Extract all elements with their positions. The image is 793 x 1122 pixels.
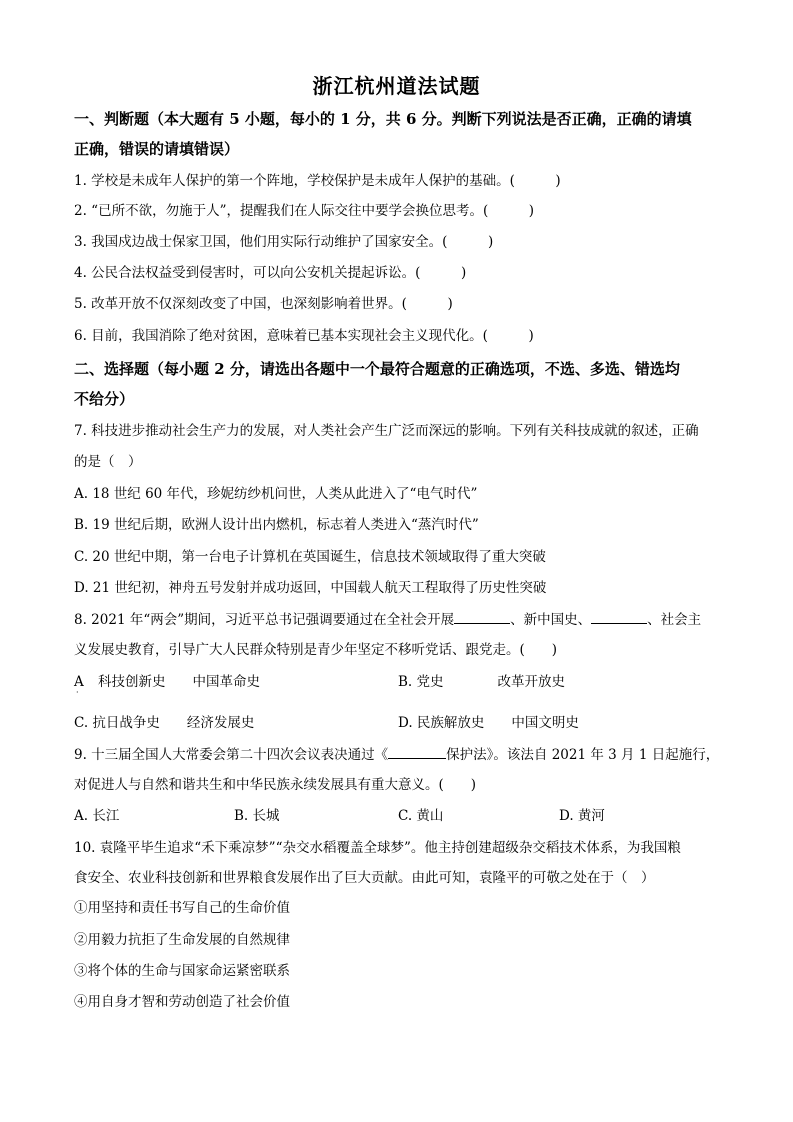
q8-stem-line1 <box>74 609 701 630</box>
section-2-heading-line2: 不给分） <box>74 390 135 408</box>
q8-stem-line2: 义发展史教育，引导广大人民群众特别是青少年坚定不移听党话、跟党走。( ) <box>74 642 558 658</box>
q7-option-d: D. 21 世纪初，神舟五号发射并成功返回，中国载人航天工程取得了历史性突破 <box>74 580 547 596</box>
judgement-item-6: 6. 目前，我国消除了绝对贫困，意味着已基本实现社会主义现代化。( ) <box>74 328 534 344</box>
q9-stem-part-a: 9. 十三届全国人大常委会第二十四次会议表决通过《 <box>74 747 389 763</box>
document-title: 浙江杭州道法试题 <box>312 74 481 98</box>
q9-option-b: B. 长城 <box>234 808 280 824</box>
q8-option-c: C. 抗日战争史 经济发展史 <box>74 715 255 731</box>
q8-option-a <box>74 672 260 692</box>
q10-stem-line1: 10. 袁隆平毕生追求“禾下乘凉梦”“杂交水稻覆盖全球梦”。他主持创建超级杂交稻技术体系，为我国粮 <box>74 840 681 856</box>
q8-option-b: B. 党史 改革开放史 <box>398 674 566 690</box>
q7-option-c: C. 20 世纪中期，第一台电子计算机在英国诞生，信息技术领域取得了重大突破 <box>74 549 546 565</box>
q9-option-a: A. 长江 <box>74 808 120 824</box>
judgement-item-1: 1. 学校是未成年人保护的第一个阵地，学校保护是未成年人保护的基础。( ) <box>74 173 561 189</box>
q8-blank-1 <box>454 609 510 624</box>
judgement-item-5: 5. 改革开放不仅深刻改变了中国，也深刻影响着世界。( ) <box>74 296 453 312</box>
q7-option-b: B. 19 世纪后期，欧洲人设计出内燃机，标志着人类进入“蒸汽时代” <box>74 517 479 533</box>
q8-stem-part-c: 、社会主 <box>647 612 702 628</box>
judgement-item-2: 2. “已所不欲，勿施于人”，提醒我们在人际交往中要学会换位思考。( ) <box>74 203 535 219</box>
q10-choice-2: ②用毅力抗拒了生命发展的自然规律 <box>74 932 290 948</box>
section-2-heading <box>74 354 722 414</box>
q9-option-c: C. 黄山 <box>398 808 444 824</box>
judgement-item-4: 4. 公民合法权益受到侵害时，可以向公安机关提起诉讼。( ) <box>74 265 467 281</box>
q7-stem-line1: 7. 科技进步推动社会生产力的发展，对人类社会产生广泛而深远的影响。下列有关科技成就的叙述，正确 <box>74 423 699 439</box>
q8-stem-part-b: 、新中国史、 <box>510 612 592 628</box>
q9-stem-line2: 对促进人与自然和谐共生和中华民族永续发展具有重大意义。( ) <box>74 777 477 793</box>
q8-option-d: D. 民族解放史 中国文明史 <box>398 715 579 731</box>
q10-choice-3: ③将个体的生命与国家命运紧密联系 <box>74 963 290 979</box>
stray-dot-mark: · <box>76 688 79 697</box>
q9-blank <box>388 744 446 759</box>
q9-stem-line1 <box>74 744 719 765</box>
section-1-heading <box>74 104 722 164</box>
q9-option-d: D. 黄河 <box>559 808 605 824</box>
section-1-heading-line1: 一、判断题（本大题有 5 小题，每小的 1 分，共 6 分。判断下列说法是否正确，正确的请填 <box>74 110 692 128</box>
q10-choice-4: ④用自身才智和劳动创造了社会价值 <box>74 994 290 1010</box>
judgement-item-3: 3. 我国戍边战士保家卫国，他们用实际行动维护了国家安全。( ) <box>74 234 494 250</box>
q7-option-a: A. 18 世纪 60 年代，珍妮纺纱机问世，人类从此进入了“电气时代” <box>74 486 478 502</box>
q10-stem-line2: 食安全、农业科技创新和世界粮食发展作出了巨大贡献。由此可知，袁隆平的可敬之处在于（ ） <box>74 870 655 886</box>
q8-option-a-letter: A <box>74 674 84 690</box>
section-1-heading-line2: 正确，错误的请填错误） <box>74 140 240 158</box>
section-2-heading-line1: 二、选择题（每小题 2 分，请选出各题中一个最符合题意的正确选项，不选、多选、错选均 <box>74 360 680 378</box>
q8-stem-part-a: 8. 2021 年“两会”期间，习近平总书记强调要通过在全社会开展 <box>74 612 455 628</box>
q8-blank-2 <box>591 609 647 624</box>
q7-stem-line2: 的是（ ） <box>74 454 142 470</box>
q9-stem-part-b: 保护法》。该法自 2021 年 3 月 1 日起施行， <box>446 747 720 763</box>
q8-option-a-text: 科技创新史 中国革命史 <box>98 674 261 690</box>
q10-choice-1: ①用坚持和责任书写自己的生命价值 <box>74 900 290 916</box>
